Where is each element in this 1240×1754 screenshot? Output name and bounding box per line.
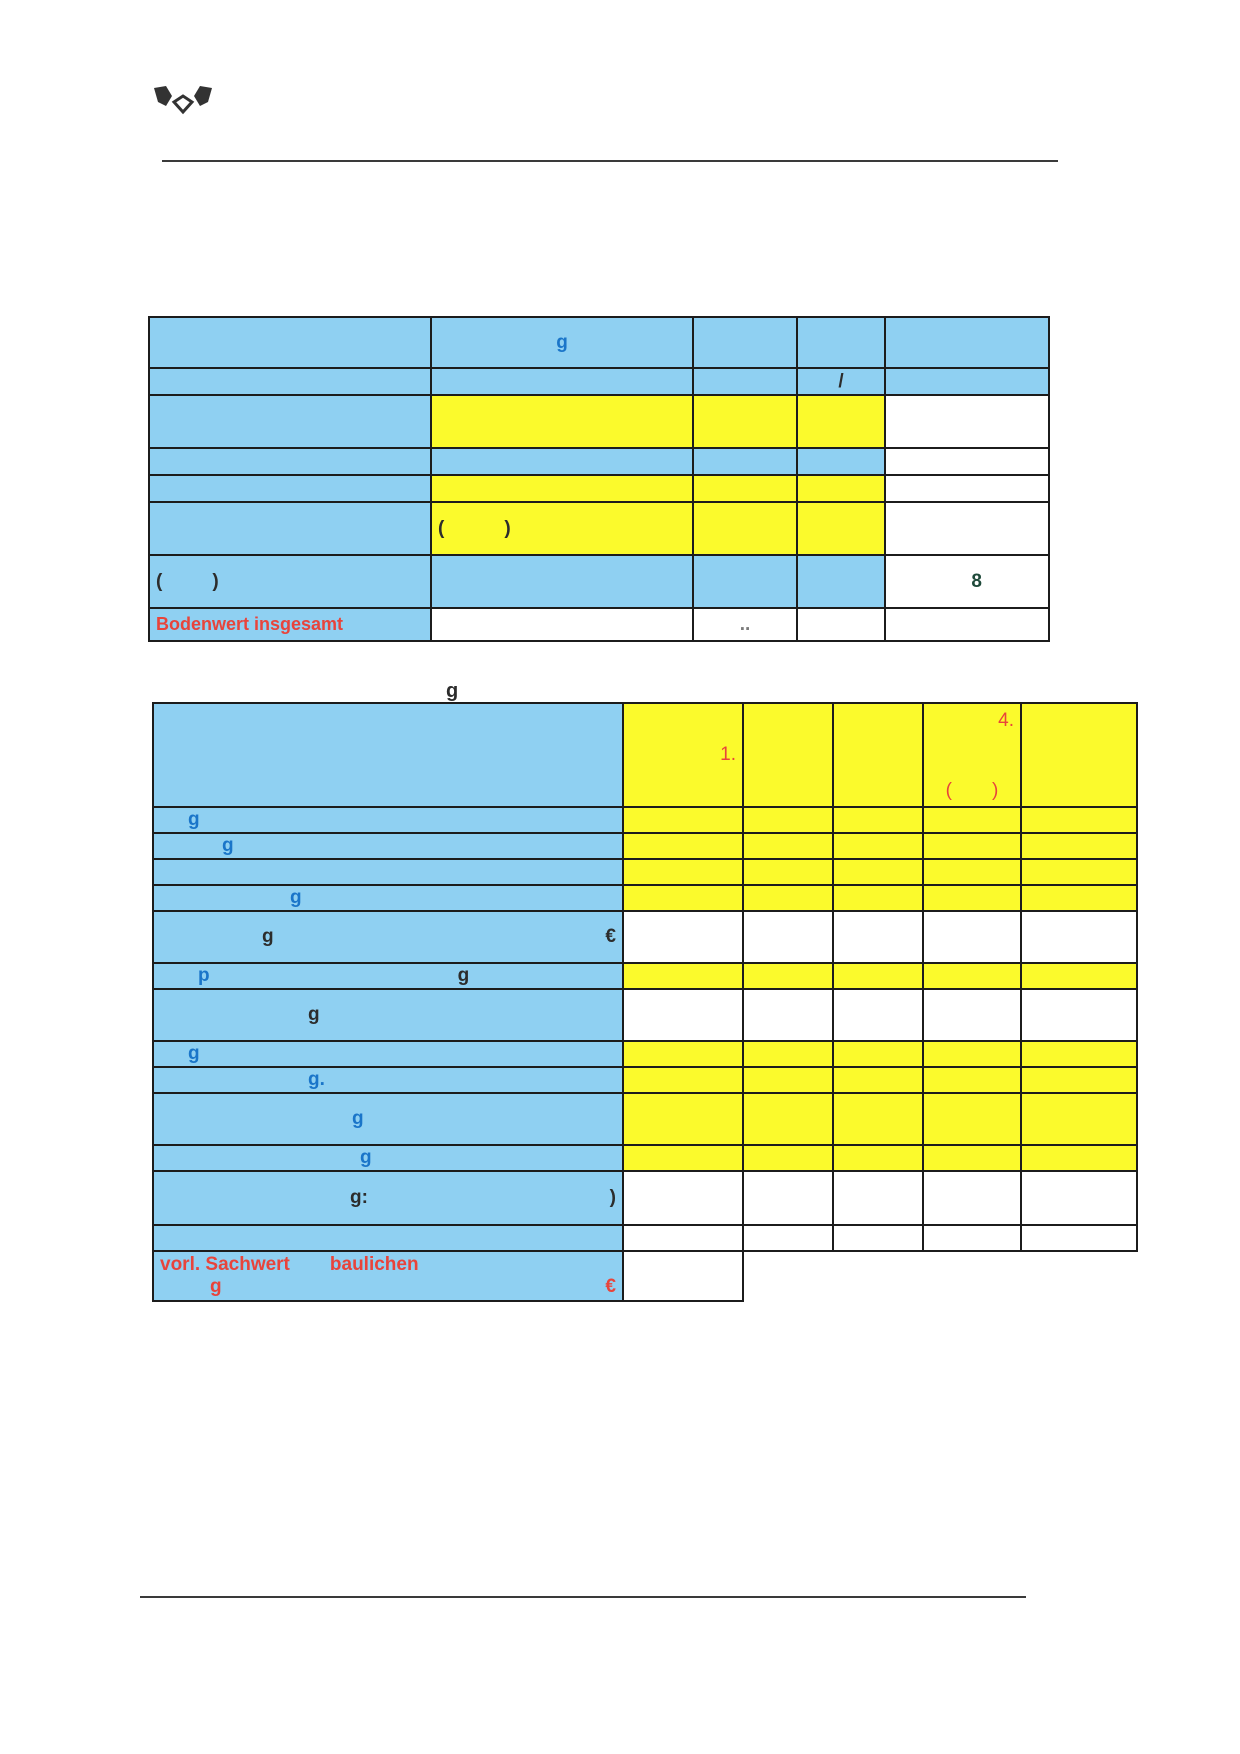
- building-cell: [1021, 1225, 1137, 1251]
- building-row-label: [153, 859, 623, 885]
- land-input-cell: [797, 475, 885, 502]
- land-input-cell: [693, 448, 797, 475]
- building-cell: [833, 911, 923, 963]
- land-header-cell: [885, 317, 1049, 368]
- building-cell: [743, 859, 833, 885]
- building-row-label: g: [153, 833, 623, 859]
- result-cell: [623, 1251, 743, 1301]
- building-cell: [743, 989, 833, 1041]
- empty-cell: [1021, 1251, 1137, 1301]
- row-paren-open: (: [156, 570, 163, 592]
- land-header-cell: [693, 317, 797, 368]
- building-cell: [833, 1041, 923, 1067]
- building-row-label: g €: [153, 911, 623, 963]
- land-input-cell: [693, 502, 797, 555]
- building-row-label: g: [153, 1041, 623, 1067]
- building-cell: [923, 885, 1021, 911]
- land-input-cell: [693, 475, 797, 502]
- land-total-cell: [797, 608, 885, 641]
- building-cell: [743, 1067, 833, 1093]
- land-header-cell: [797, 317, 885, 368]
- building-cell: [1021, 989, 1137, 1041]
- building-row-label: [153, 1225, 623, 1251]
- land-input-cell: [797, 395, 885, 448]
- land-unit-cell: [885, 368, 1049, 395]
- building-cell: [923, 1145, 1021, 1171]
- col-header-4: 4. ( ): [923, 703, 1021, 807]
- building-row-label: g: [153, 885, 623, 911]
- building-cell: [923, 1067, 1021, 1093]
- building-cell: [833, 989, 923, 1041]
- building-cell: [1021, 833, 1137, 859]
- land-result-cell: [885, 395, 1049, 448]
- building-cell: [833, 807, 923, 833]
- building-cell: [833, 885, 923, 911]
- land-input-cell: [431, 555, 693, 608]
- building-cell: [623, 989, 743, 1041]
- building-cell: [743, 1225, 833, 1251]
- building-cell: [833, 963, 923, 989]
- building-cell: [923, 1041, 1021, 1067]
- building-cell: [743, 833, 833, 859]
- building-cell: [743, 911, 833, 963]
- land-total-cell: ..: [693, 608, 797, 641]
- building-cell: [923, 1093, 1021, 1145]
- building-cell: [1021, 963, 1137, 989]
- building-row-label: p g: [153, 963, 623, 989]
- building-cell: [833, 1145, 923, 1171]
- col-header-3: [833, 703, 923, 807]
- building-cell: [743, 807, 833, 833]
- land-row-label: [149, 475, 431, 502]
- land-value-8: 8: [971, 570, 982, 592]
- land-value-table: [148, 316, 1050, 642]
- building-row-label: g: [153, 1093, 623, 1145]
- land-result-cell: [885, 555, 1049, 608]
- building-cell: [623, 1093, 743, 1145]
- land-input-cell: [797, 448, 885, 475]
- section-title-glyph: g: [446, 680, 459, 702]
- land-result-cell: [885, 502, 1049, 555]
- building-cell: [1021, 911, 1137, 963]
- row-paren-close: ): [212, 570, 219, 592]
- building-cell: [1021, 859, 1137, 885]
- land-unit-cell: [431, 368, 693, 395]
- building-cell: [743, 963, 833, 989]
- empty-cell: [833, 1251, 923, 1301]
- building-header-label: [153, 703, 623, 807]
- building-cell: [923, 833, 1021, 859]
- col-header-5: [1021, 703, 1137, 807]
- building-cell: [623, 859, 743, 885]
- building-cell: [923, 807, 1021, 833]
- land-unit-cell: [797, 368, 885, 395]
- footer-rule: [140, 1596, 1026, 1598]
- land-row-label: [149, 502, 431, 555]
- building-cell: [923, 911, 1021, 963]
- building-cell: [833, 1093, 923, 1145]
- building-cell: [833, 859, 923, 885]
- land-row-label: [149, 448, 431, 475]
- building-cell: [833, 1067, 923, 1093]
- building-cell: [743, 1041, 833, 1067]
- land-total-label: Bodenwert insgesamt: [149, 608, 431, 641]
- col-header-2: [743, 703, 833, 807]
- building-value-table: [152, 702, 1138, 1302]
- land-input-cell: [431, 475, 693, 502]
- logo-icon: [152, 84, 214, 118]
- building-cell: [923, 1225, 1021, 1251]
- building-cell: [833, 1171, 923, 1225]
- land-input-cell: [693, 395, 797, 448]
- land-header-glyph: g: [556, 331, 568, 353]
- building-cell: [743, 1171, 833, 1225]
- building-cell: [923, 1171, 1021, 1225]
- building-cell: [623, 1067, 743, 1093]
- empty-cell: [743, 1251, 833, 1301]
- header-rule: [162, 160, 1058, 162]
- result-row-label: vorl. Sachwert baulichen g €: [153, 1251, 623, 1301]
- col-header-1: 1.: [623, 703, 743, 807]
- building-row-label: g: [153, 989, 623, 1041]
- land-input-cell: [797, 502, 885, 555]
- land-row-label: [149, 395, 431, 448]
- building-cell: [743, 885, 833, 911]
- land-input-cell: [431, 395, 693, 448]
- paren-open: (: [438, 517, 445, 539]
- building-cell: [623, 1225, 743, 1251]
- building-row-label: g: ): [153, 1171, 623, 1225]
- unit-slash: /: [838, 370, 844, 392]
- building-cell: [1021, 1171, 1137, 1225]
- building-cell: [743, 1145, 833, 1171]
- building-cell: [1021, 885, 1137, 911]
- land-input-cell: [693, 555, 797, 608]
- land-header-cell: [431, 317, 693, 368]
- building-cell: [743, 1093, 833, 1145]
- building-row-label: g.: [153, 1067, 623, 1093]
- land-unit-cell: [149, 368, 431, 395]
- building-cell: [1021, 1041, 1137, 1067]
- land-total-cell: [431, 608, 693, 641]
- land-total-cell: [885, 608, 1049, 641]
- building-cell: [623, 1171, 743, 1225]
- building-cell: [923, 963, 1021, 989]
- land-header-cell: [149, 317, 431, 368]
- building-row-label: g: [153, 1145, 623, 1171]
- land-input-cell: [797, 555, 885, 608]
- building-cell: [623, 911, 743, 963]
- building-cell: [623, 963, 743, 989]
- building-cell: [623, 1041, 743, 1067]
- building-cell: [923, 989, 1021, 1041]
- building-cell: [1021, 1093, 1137, 1145]
- building-row-label: g: [153, 807, 623, 833]
- building-cell: [1021, 807, 1137, 833]
- land-row-label: [149, 555, 431, 608]
- building-cell: [623, 885, 743, 911]
- building-cell: [623, 833, 743, 859]
- building-cell: [623, 1145, 743, 1171]
- land-result-cell: [885, 448, 1049, 475]
- land-input-cell: [431, 502, 693, 555]
- land-input-cell: [431, 448, 693, 475]
- building-cell: [623, 807, 743, 833]
- land-unit-cell: [693, 368, 797, 395]
- building-cell: [1021, 1145, 1137, 1171]
- building-cell: [1021, 1067, 1137, 1093]
- building-cell: [833, 833, 923, 859]
- paren-close: ): [504, 517, 511, 539]
- building-cell: [923, 859, 1021, 885]
- building-cell: [833, 1225, 923, 1251]
- empty-cell: [923, 1251, 1021, 1301]
- land-result-cell: [885, 475, 1049, 502]
